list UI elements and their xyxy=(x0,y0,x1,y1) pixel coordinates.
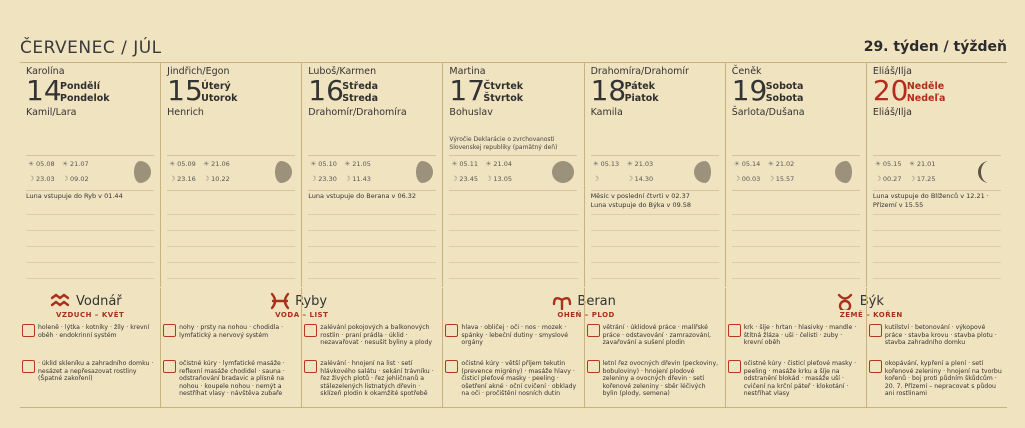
ruled-line xyxy=(26,214,154,215)
moon-times-row xyxy=(169,175,230,183)
sunset-time: 21.06 xyxy=(211,160,230,168)
sunset-icon: ☀ xyxy=(344,160,351,168)
sunrise-time: 05.10 xyxy=(318,160,337,168)
ruled-line xyxy=(732,214,860,215)
day-events xyxy=(591,192,719,209)
day-column xyxy=(584,62,725,287)
moonrise-icon: ☽ xyxy=(169,175,176,183)
moonset-time: 09.02 xyxy=(70,175,89,183)
ruled-line xyxy=(449,246,577,247)
health-care-icon xyxy=(22,360,35,373)
sunrise-icon: ☀ xyxy=(169,160,176,168)
day-events xyxy=(873,192,1001,209)
day-number: 17 xyxy=(449,74,486,107)
moonrise-icon: ☽ xyxy=(733,175,740,183)
days-grid xyxy=(20,62,1007,287)
day-column xyxy=(442,62,583,287)
moonset-icon: ☽ xyxy=(767,175,774,183)
zodiac-sign-name: Ryby xyxy=(295,294,328,309)
moon-phase-icon xyxy=(834,160,858,184)
weekday-names xyxy=(625,81,659,105)
day-number: 20 xyxy=(872,74,909,107)
body-parts-icon xyxy=(163,324,176,337)
ruled-line xyxy=(449,262,577,263)
moon-times-row xyxy=(593,175,654,183)
nameday-sk: Bohuslav xyxy=(449,107,493,118)
zodiac-body-text: zalévání pokojových a balkonových rostlin · praní prádla · úklid · nezavařovat · nesušit byliny a plody xyxy=(320,324,433,347)
event-text: Luna vstupuje do Býka v 09.58 xyxy=(590,200,692,209)
weekday-cz: Pátek xyxy=(624,81,655,92)
ruled-line xyxy=(591,278,719,279)
event-text: Přízemí v 15.55 xyxy=(872,200,924,209)
moonrise-time: 23.30 xyxy=(318,175,337,183)
sunrise-icon: ☀ xyxy=(28,160,35,168)
ruled-line xyxy=(308,214,436,215)
sunrise-icon: ☀ xyxy=(451,160,458,168)
moon-times-row xyxy=(28,175,89,183)
ruled-line xyxy=(26,262,154,263)
zodiac-home-text: zalévání · hnojení na list · setí hlávkového salátu · sekání trávníku · řez živých plotů · řez jehličnanů a stálezelených listnatých dřevin · sklízeň plodin k okamžité spotřebě xyxy=(320,360,434,398)
zodiac-body-text: hlava · obličej · oči · nos · mozek · spánky · lebeční dutiny · smyslové orgány xyxy=(461,324,569,347)
moonrise-icon: ☽ xyxy=(451,175,458,183)
ruled-line xyxy=(873,214,1001,215)
ruled-line xyxy=(873,246,1001,247)
event-text: Luna vstupuje do Blíženců v 12.21 · xyxy=(872,192,989,200)
weekday-sk: Nedeľa xyxy=(906,93,946,104)
sunset-icon: ☀ xyxy=(62,160,69,168)
nameday-cz: Martina xyxy=(449,66,486,77)
zodiac-home-text: očistné kúry · větší příjem tekutin (prevence migrény) · masáže hlavy · čisticí pleťové masky · peeling · ošetření akné · oční cvičení · obklady na oči · pročištění nosních dutin xyxy=(461,360,577,398)
holiday-note: Výročie Deklarácie o zvrchovanosti Slovenskej republiky (pamätný deň) xyxy=(449,136,558,151)
nameday-cz: Čeněk xyxy=(731,66,762,77)
nameday-sk: Drahomír/Drahomíra xyxy=(308,107,407,118)
ruled-line xyxy=(308,278,436,279)
ruled-line xyxy=(732,246,860,247)
taurus-symbol-icon xyxy=(834,292,856,310)
nameday-sk: Eliáš/Ilja xyxy=(872,107,912,118)
ruled-line xyxy=(591,214,719,215)
zodiac-column xyxy=(725,288,903,407)
event-text: Luna vstupuje do Berana v 06.32 xyxy=(308,192,417,200)
body-parts-icon xyxy=(728,324,741,337)
moonrise-icon: ☽ xyxy=(28,175,35,183)
ruled-line xyxy=(873,262,1001,263)
ruled-line xyxy=(26,278,154,279)
moonset-time: 14.30 xyxy=(634,175,654,183)
weekday-names xyxy=(60,81,110,105)
zodiac-body-text: větrání · úklidové práce · malířské práce · odstavování · zamrazování, zavařování a sušení plodin xyxy=(602,324,712,347)
zodiac-section xyxy=(20,288,1007,407)
sun-moon-times xyxy=(873,155,1001,191)
weekday-names xyxy=(907,81,946,105)
weekday-sk: Streda xyxy=(342,93,379,104)
sunset-icon: ☀ xyxy=(908,160,916,168)
day-events xyxy=(26,192,154,201)
weekday-names xyxy=(483,81,523,105)
moon-phase-icon xyxy=(693,160,717,184)
sunrise-time: 05.13 xyxy=(600,160,620,168)
ruled-line xyxy=(449,278,577,279)
zodiac-column xyxy=(866,288,1007,407)
ruled-line xyxy=(167,214,295,215)
ruled-line xyxy=(732,278,860,279)
ruled-line xyxy=(308,262,436,263)
sunset-icon: ☀ xyxy=(485,160,492,168)
body-parts-icon xyxy=(445,324,458,337)
zodiac-body-text: kutilství · betonování · výkopové práce · stavba krovu · stavba plotu · stavba zahradního domku xyxy=(884,324,997,347)
nameday-sk: Kamila xyxy=(590,107,623,118)
zodiac-body-text: nohy · prsty na nohou · chodidla · lymfatický a nervový systém xyxy=(179,324,284,339)
weekday-sk: Piatok xyxy=(624,93,659,104)
month-title: ČERVENEC / JÚL xyxy=(20,38,162,58)
day-number: 14 xyxy=(26,74,62,107)
nameday-cz: Drahomíra/Drahomír xyxy=(590,66,689,77)
sunrise-icon: ☀ xyxy=(592,160,599,168)
moon-times-row xyxy=(734,175,795,183)
sunrise-time: 05.08 xyxy=(36,160,55,168)
moonset-time: 11.43 xyxy=(352,175,371,183)
ruled-line xyxy=(591,246,719,247)
weekday-names xyxy=(342,81,378,105)
ruled-line xyxy=(449,230,577,231)
weekday-sk: Utorok xyxy=(201,93,238,104)
weekday-sk: Pondelok xyxy=(60,93,110,104)
moonrise-icon: ☽ xyxy=(310,175,317,183)
zodiac-element: ZEMĚ – KOŘEN xyxy=(839,311,903,319)
sunset-icon: ☀ xyxy=(626,160,633,168)
weekday-cz: Sobota xyxy=(765,81,804,92)
ruled-line xyxy=(167,230,295,231)
zodiac-column xyxy=(584,288,725,407)
moonset-icon: ☽ xyxy=(344,175,351,183)
sunset-time: 21.02 xyxy=(775,160,795,168)
day-number: 16 xyxy=(308,74,344,107)
sun-moon-times xyxy=(167,155,295,191)
garden-icon xyxy=(869,360,882,373)
moon-phase-icon xyxy=(975,160,999,184)
ruled-line xyxy=(873,230,1001,231)
household-icon xyxy=(587,324,600,337)
sun-times-row xyxy=(28,160,89,168)
sun-times-row xyxy=(169,160,230,168)
weekday-cz: Neděle xyxy=(906,81,945,92)
week-title: 29. týden / týždeň xyxy=(863,39,1007,55)
zodiac-column xyxy=(160,288,329,407)
health-care-icon xyxy=(445,360,458,373)
day-number: 18 xyxy=(590,74,627,107)
nameday-cz: Karolína xyxy=(26,66,65,77)
sunset-time: 21.03 xyxy=(634,160,654,168)
ruled-line xyxy=(308,246,436,247)
health-care-icon xyxy=(728,360,741,373)
moonset-icon: ☽ xyxy=(626,175,633,183)
moonrise-time: 23.16 xyxy=(177,175,196,183)
sun-times-row xyxy=(451,160,512,168)
zodiac-column xyxy=(301,288,442,407)
moonrise-time: 23.03 xyxy=(36,175,55,183)
zodiac-sign-name: Beran xyxy=(577,294,616,309)
household-icon xyxy=(869,324,882,337)
moonrise-icon: ☽ xyxy=(874,175,882,183)
zodiac-sign-name: Býk xyxy=(859,294,884,309)
sun-moon-times xyxy=(732,155,860,191)
day-events xyxy=(308,192,436,201)
day-column xyxy=(866,62,1007,287)
calendar-header xyxy=(20,38,1007,62)
moonset-time: 17.25 xyxy=(916,175,936,183)
sun-times-row xyxy=(734,160,795,168)
zodiac-home-text: očistné kúry · čisticí pleťové masky · peeling · masáže krku a šíje na odstranění blokád · masáže uší · cvičení na krční páteř · klokotání · nestříhat vlasy xyxy=(743,360,857,398)
ruled-line xyxy=(167,262,295,263)
ruled-line xyxy=(591,230,719,231)
weekday-sk: Sobota xyxy=(765,93,804,104)
moonrise-time: 00.03 xyxy=(741,175,761,183)
zodiac-column xyxy=(20,288,160,407)
sunset-time: 21.07 xyxy=(70,160,89,168)
moon-phase-icon xyxy=(551,160,575,184)
sunset-time: 21.04 xyxy=(493,160,513,168)
sun-moon-times xyxy=(308,155,436,191)
sun-moon-times xyxy=(26,155,154,191)
sunset-time: 21.05 xyxy=(352,160,371,168)
garden-icon xyxy=(587,360,600,373)
event-text: Luna vstupuje do Ryb v 01.44 xyxy=(26,192,123,200)
ruled-line xyxy=(732,262,860,263)
household-icon xyxy=(304,324,317,337)
moonset-time: 13.05 xyxy=(493,175,513,183)
ruled-line xyxy=(732,230,860,231)
day-number: 19 xyxy=(731,74,768,107)
ruled-line xyxy=(167,278,295,279)
zodiac-sign-name: Vodnář xyxy=(76,294,122,309)
weekday-cz: Středa xyxy=(342,81,379,92)
sunrise-time: 05.11 xyxy=(459,160,479,168)
sunrise-icon: ☀ xyxy=(733,160,740,168)
sun-moon-times xyxy=(591,155,719,191)
zodiac-body-text: holeně · lýtka · kotníky · žíly · krevní oběh · endokrinní systém xyxy=(38,324,150,339)
moon-times-row xyxy=(310,175,371,183)
zodiac-home-text: letní řez ovocných dřevin (peckoviny, bobuloviny) · hnojení plodové zeleniny a ovocných dřevin · setí kořenové zeleniny · sběr léčivých bylin (plody, semena) xyxy=(602,360,719,398)
moon-phase-icon xyxy=(410,160,434,184)
sunset-icon: ☀ xyxy=(203,160,210,168)
ruled-line xyxy=(873,278,1001,279)
zodiac-element: OHEŇ – PLOD xyxy=(557,311,615,319)
moonset-icon: ☽ xyxy=(62,175,69,183)
sun-moon-times xyxy=(449,155,577,191)
moon-phase-icon xyxy=(269,160,293,184)
nameday-sk: Šarlota/Dušana xyxy=(731,107,805,118)
zodiac-home-text: okopávání, kypření a plení · setí kořenové zeleniny · hnojení na tvorbu kořenů · boj proti půdním škůdcům · 20. 7. Přízemí – nepracovat s půdou ani rostlinami xyxy=(884,360,1002,398)
nameday-cz: Luboš/Karmen xyxy=(308,66,377,77)
moonrise-time: 23.45 xyxy=(459,175,479,183)
sunrise-time: 05.15 xyxy=(882,160,902,168)
zodiac-home-text: · úklid skleníku a zahradního domku · nesázet a nepřesazovat rostliny (Špatné zakoření) xyxy=(38,360,154,383)
sunrise-icon: ☀ xyxy=(310,160,317,168)
ruled-line xyxy=(167,246,295,247)
weekday-cz: Úterý xyxy=(201,81,231,92)
zodiac-element: VZDUCH – KVĚT xyxy=(56,311,125,319)
ruled-line xyxy=(449,214,577,215)
aries-symbol-icon xyxy=(551,292,573,310)
sunset-icon: ☀ xyxy=(767,160,774,168)
nameday-sk: Henrich xyxy=(167,107,204,118)
sun-times-row xyxy=(310,160,371,168)
weekday-names xyxy=(766,81,804,105)
ruled-line xyxy=(26,230,154,231)
health-care-icon xyxy=(163,360,176,373)
sun-times-row xyxy=(875,160,936,168)
day-column xyxy=(301,62,442,287)
day-number: 15 xyxy=(167,74,203,107)
nameday-sk: Kamil/Lara xyxy=(26,107,77,118)
moonset-icon: ☽ xyxy=(203,175,210,183)
sunrise-icon: ☀ xyxy=(874,160,882,168)
zodiac-home-text: očistné kúry · lymfatické masáže · reflexní masáže chodidel · sauna · odstraňování bradavic a plísně na nohou · koupele nohou · nemýt a nestříhat vlasy · návštěva zubaře xyxy=(179,360,285,398)
zodiac-element: VODA – LIST xyxy=(275,311,329,319)
bottom-divider xyxy=(20,407,1007,408)
weekday-names xyxy=(201,81,237,105)
zodiac-body-text: krk · šíje · hrtan · hlasivky · mandle · štítná žláza · uši · čelisti · zuby · krevní oběh xyxy=(743,324,857,347)
nameday-cz: Eliáš/Ilja xyxy=(872,66,912,77)
ruled-line xyxy=(26,246,154,247)
weekday-sk: Štvrtok xyxy=(483,93,524,104)
moonrise-time: 00.27 xyxy=(882,175,902,183)
ruled-line xyxy=(591,262,719,263)
moonset-icon: ☽ xyxy=(485,175,492,183)
sunset-time: 21.01 xyxy=(916,160,936,168)
moonset-icon: ☽ xyxy=(908,175,916,183)
weekday-cz: Pondělí xyxy=(60,81,101,92)
moonset-time: 10.22 xyxy=(211,175,230,183)
ruled-line xyxy=(308,230,436,231)
sunrise-time: 05.09 xyxy=(177,160,196,168)
zodiac-column xyxy=(442,288,616,407)
day-column xyxy=(20,62,160,287)
moonset-time: 15.57 xyxy=(775,175,795,183)
sun-times-row xyxy=(593,160,654,168)
body-parts-icon xyxy=(22,324,35,337)
day-column xyxy=(725,62,866,287)
aquarius-symbol-icon xyxy=(50,292,72,310)
moon-phase-icon xyxy=(128,160,152,184)
day-column xyxy=(160,62,301,287)
garden-icon xyxy=(304,360,317,373)
pisces-symbol-icon xyxy=(269,292,291,310)
sunrise-time: 05.14 xyxy=(741,160,761,168)
moonrise-icon: ☽ xyxy=(592,175,599,183)
nameday-cz: Jindřich/Egon xyxy=(167,66,230,77)
moon-times-row xyxy=(875,175,936,183)
weekday-cz: Čtvrtek xyxy=(483,81,524,92)
moon-times-row xyxy=(451,175,512,183)
event-text: Měsíc v poslední čtvrti v 02.37 xyxy=(590,192,690,200)
